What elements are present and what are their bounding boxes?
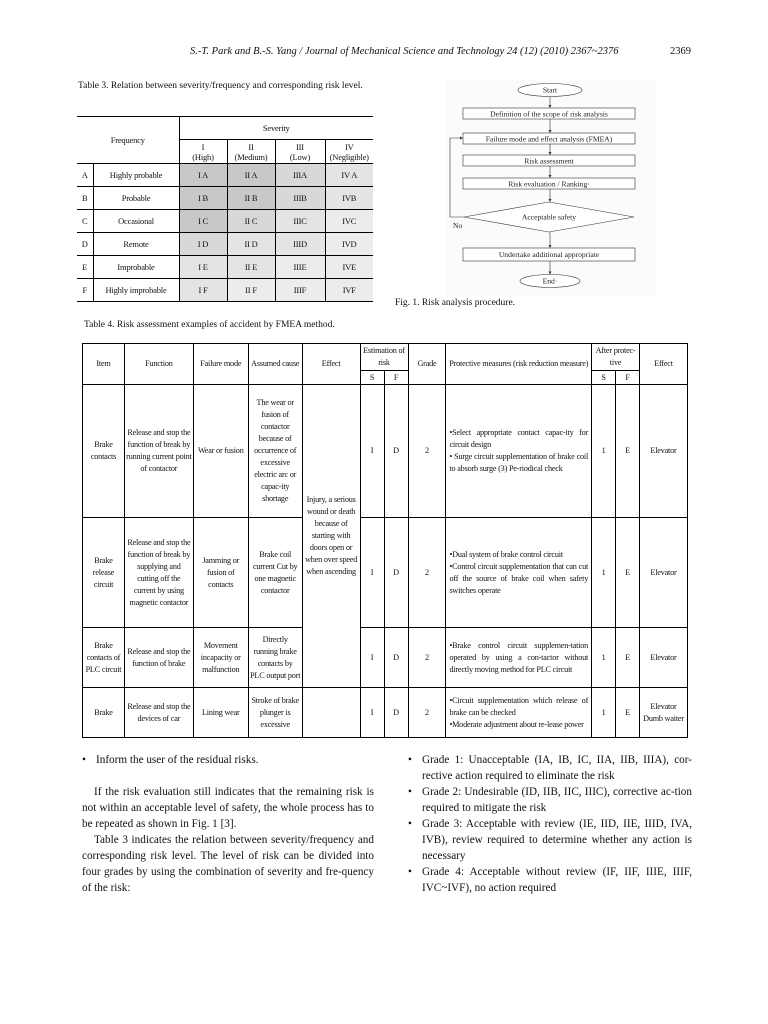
- severity-header: Severity: [179, 117, 373, 140]
- risk-cell: IIIA: [275, 164, 325, 187]
- function-cell: Release and stop the function of break by running current point of contactor: [124, 385, 193, 518]
- risk-cell: I F: [179, 279, 227, 302]
- list-item: • Grade 1: Unacceptable (IA, IB, IC, IIA, IIB, IIIA), cor-rective action required to eliminate the risk: [408, 754, 692, 782]
- header-item: Item: [83, 344, 125, 385]
- flow-undertake-label: Undertake additional appropriate: [498, 250, 600, 259]
- f-after-cell: E: [616, 628, 640, 688]
- table-row: [77, 279, 373, 302]
- risk-cell: II D: [227, 233, 275, 256]
- running-header: [0, 46, 768, 62]
- risk-cell: IVE: [325, 256, 373, 279]
- flow-scope-label: Definition of the scope of risk analysis: [490, 109, 608, 119]
- s-cell: I: [360, 628, 384, 688]
- s-after-cell: 1: [592, 688, 616, 738]
- frequency-code: E: [77, 256, 93, 279]
- flow-fmea-label: Failure mode and effect analysis (FMEA): [485, 134, 613, 144]
- list-item: • Grade 4: Acceptable without review (IF, IIF, IIIE, IIIF, IVC~IVF), no action required: [408, 866, 692, 894]
- frequency-label: Occasional: [93, 210, 179, 233]
- f-cell: D: [384, 385, 408, 518]
- table-row: [77, 164, 373, 187]
- header-assumed-cause: Assumed cause: [248, 344, 302, 385]
- header-failure-mode: Failure mode: [193, 344, 248, 385]
- header-estimation: Estimation of risk: [360, 344, 408, 371]
- s-cell: I: [360, 518, 384, 628]
- risk-cell: IIIC: [275, 210, 325, 233]
- function-cell: Release and stop the function of break by supplying and cutting off the current by using magnetic contactor: [124, 518, 193, 628]
- table-row: [83, 518, 688, 628]
- risk-cell: I E: [179, 256, 227, 279]
- cause-cell: Directly running brake contacts by PLC output port: [248, 628, 302, 688]
- item-cell: Brake release circuit: [83, 518, 125, 628]
- measures-cell: [446, 688, 592, 738]
- effect-after-cell: Elevator: [640, 518, 688, 628]
- risk-cell: IVF: [325, 279, 373, 302]
- risk-cell: II F: [227, 279, 275, 302]
- frequency-code: B: [77, 187, 93, 210]
- measures-cell: [446, 385, 592, 518]
- table-row: [83, 385, 688, 518]
- grade-cell: 2: [408, 518, 446, 628]
- risk-cell: I B: [179, 187, 227, 210]
- header-after: After protec-tive: [592, 344, 640, 371]
- effect-cell: Injury, a serious wound or death because of starting with doors open or when over speed when ascending: [302, 385, 360, 688]
- s-cell: I: [360, 688, 384, 738]
- grade-cell: 2: [408, 628, 446, 688]
- f-cell: D: [384, 518, 408, 628]
- header-s-after: S: [592, 371, 616, 385]
- header-effect-2: Effect: [640, 344, 688, 385]
- body-left-column: [82, 752, 374, 896]
- header-effect: Effect: [302, 344, 360, 385]
- table-row: [77, 210, 373, 233]
- table-row: [83, 628, 688, 688]
- table4-fmea-examples: [82, 343, 688, 738]
- f-cell: D: [384, 688, 408, 738]
- header-f: F: [384, 371, 408, 385]
- f-after-cell: E: [616, 518, 640, 628]
- table4-caption: Table 4. Risk assessment examples of accident by FMEA method.: [84, 320, 335, 330]
- item-cell: Brake: [83, 688, 125, 738]
- header-grade: Grade: [408, 344, 446, 385]
- risk-cell: II E: [227, 256, 275, 279]
- failure-mode-cell: Lining wear: [193, 688, 248, 738]
- failure-mode-cell: Jamming or fusion of contacts: [193, 518, 248, 628]
- table-row: [77, 256, 373, 279]
- paragraph: If the risk evaluation still indicates that the remaining risk is not within an acceptable level of safety, the whole process has to be repeated as shown in Fig. 1 [3].: [82, 786, 374, 830]
- risk-cell: IIID: [275, 233, 325, 256]
- effect-after-cell: Elevator Dumb waiter: [640, 688, 688, 738]
- risk-cell: I C: [179, 210, 227, 233]
- journal-citation: S.-T. Park and B.-S. Yang / Journal of Mechanical Science and Technology 24 (12) (2010) 2367~2376: [190, 46, 619, 57]
- s-after-cell: 1: [592, 518, 616, 628]
- risk-cell: II B: [227, 187, 275, 210]
- item-cell: Brake contacts: [83, 385, 125, 518]
- measure-item: •Select appropriate contact capac-ity for circuit design: [449, 428, 589, 449]
- body-right-column: [408, 752, 692, 896]
- f-after-cell: E: [616, 688, 640, 738]
- measure-item: •Control circuit supplementation that can cut off the source of brake coil when safety switches operate: [449, 561, 589, 595]
- frequency-label: Highly improbable: [93, 279, 179, 302]
- effect-after-cell: Elevator: [640, 628, 688, 688]
- frequency-label: Highly probable: [93, 164, 179, 187]
- flow-start-label: Start: [542, 85, 558, 95]
- flow-assessment-label: Risk assessment: [524, 156, 574, 166]
- risk-cell: IIIB: [275, 187, 325, 210]
- frequency-header: Frequency: [77, 117, 179, 164]
- risk-cell: IVD: [325, 233, 373, 256]
- risk-cell: IVC: [325, 210, 373, 233]
- s-cell: I: [360, 385, 384, 518]
- frequency-code: F: [77, 279, 93, 302]
- flow-decision-label: Acceptable safety: [521, 212, 577, 222]
- measure-item: •Moderate adjustment about re-lease power: [449, 719, 584, 729]
- effect-cell: [302, 688, 360, 738]
- table-row: [77, 187, 373, 210]
- measure-item: •Dual system of brake control circuit: [449, 549, 563, 559]
- cause-cell: Stroke of brake plunger is excessive: [248, 688, 302, 738]
- cause-cell: Brake coil current Cut by one magnetic contactor: [248, 518, 302, 628]
- frequency-code: A: [77, 164, 93, 187]
- header-f-after: F: [616, 371, 640, 385]
- f-cell: D: [384, 628, 408, 688]
- failure-mode-cell: Movement incapacity or malfunction: [193, 628, 248, 688]
- table3-risk-matrix: [77, 116, 373, 302]
- risk-cell: IV A: [325, 164, 373, 187]
- list-item: • Grade 3: Acceptable with review (IE, IID, IIE, IIID, IVA, IVB), review required to determine whether any action is necessary: [408, 818, 692, 862]
- header-protective: Protective measures (risk reduction measure): [446, 344, 592, 385]
- risk-analysis-flowchart: [446, 80, 656, 296]
- frequency-code: C: [77, 210, 93, 233]
- function-cell: Release and stop the function of brake: [124, 628, 193, 688]
- f-after-cell: E: [616, 385, 640, 518]
- measure-item: •Brake control circuit supplemen-tation operated by using a con-tactor without directly moving method for PLC circuit: [449, 640, 589, 674]
- risk-cell: IVB: [325, 187, 373, 210]
- s-after-cell: 1: [592, 628, 616, 688]
- risk-cell: I A: [179, 164, 227, 187]
- item-cell: Brake contacts of PLC circuit: [83, 628, 125, 688]
- grade-cell: 2: [408, 688, 446, 738]
- table-row: [77, 233, 373, 256]
- flow-end-label: End·: [542, 276, 558, 286]
- figure1-caption: Fig. 1. Risk analysis procedure.: [395, 298, 516, 308]
- measure-item: • Surge circuit supplementation of brake coil to absorb surge (3) Pe-riodical check: [449, 452, 589, 473]
- function-cell: Release and stop the devices of car: [124, 688, 193, 738]
- measures-cell: [446, 628, 592, 688]
- severity-col-1: I (High): [179, 140, 227, 164]
- severity-col-4: IV (Negligible): [325, 140, 373, 164]
- paragraph: Table 3 indicates the relation between severity/frequency and corresponding risk level. The level of risk can be divided into four grades by using the combination of severity and fre-quency of the risk:: [82, 834, 374, 894]
- measures-cell: [446, 518, 592, 628]
- frequency-code: D: [77, 233, 93, 256]
- list-item: • Grade 2: Undesirable (ID, IIB, IIC, IIIC), corrective ac-tion required to mitigate the risk: [408, 786, 692, 814]
- frequency-label: Improbable: [93, 256, 179, 279]
- risk-cell: I D: [179, 233, 227, 256]
- s-after-cell: 1: [592, 385, 616, 518]
- header-s: S: [360, 371, 384, 385]
- page-number: 2369: [670, 46, 691, 57]
- effect-after-cell: Elevator: [640, 385, 688, 518]
- severity-col-3: III (Low): [275, 140, 325, 164]
- table-row: [83, 688, 688, 738]
- flow-evaluation-label: Risk evaluation / Ranking·: [508, 179, 590, 189]
- flow-no-label: No: [453, 221, 463, 230]
- severity-col-2: II (Medium): [227, 140, 275, 164]
- frequency-label: Remote: [93, 233, 179, 256]
- measure-item: •Circuit supplementation which release of brake can be checked: [449, 695, 589, 717]
- risk-cell: IIIE: [275, 256, 325, 279]
- risk-cell: IIIF: [275, 279, 325, 302]
- failure-mode-cell: Wear or fusion: [193, 385, 248, 518]
- grade-cell: 2: [408, 385, 446, 518]
- frequency-label: Probable: [93, 187, 179, 210]
- risk-cell: II C: [227, 210, 275, 233]
- cause-cell: The wear or fusion of contactor because of occurrence of excessive electric arc or capac-ity shortage: [248, 385, 302, 518]
- list-item: • Inform the user of the residual risks.: [82, 754, 259, 766]
- header-function: Function: [124, 344, 193, 385]
- table3-caption: Table 3. Relation between severity/frequency and corresponding risk level.: [78, 81, 363, 91]
- risk-cell: II A: [227, 164, 275, 187]
